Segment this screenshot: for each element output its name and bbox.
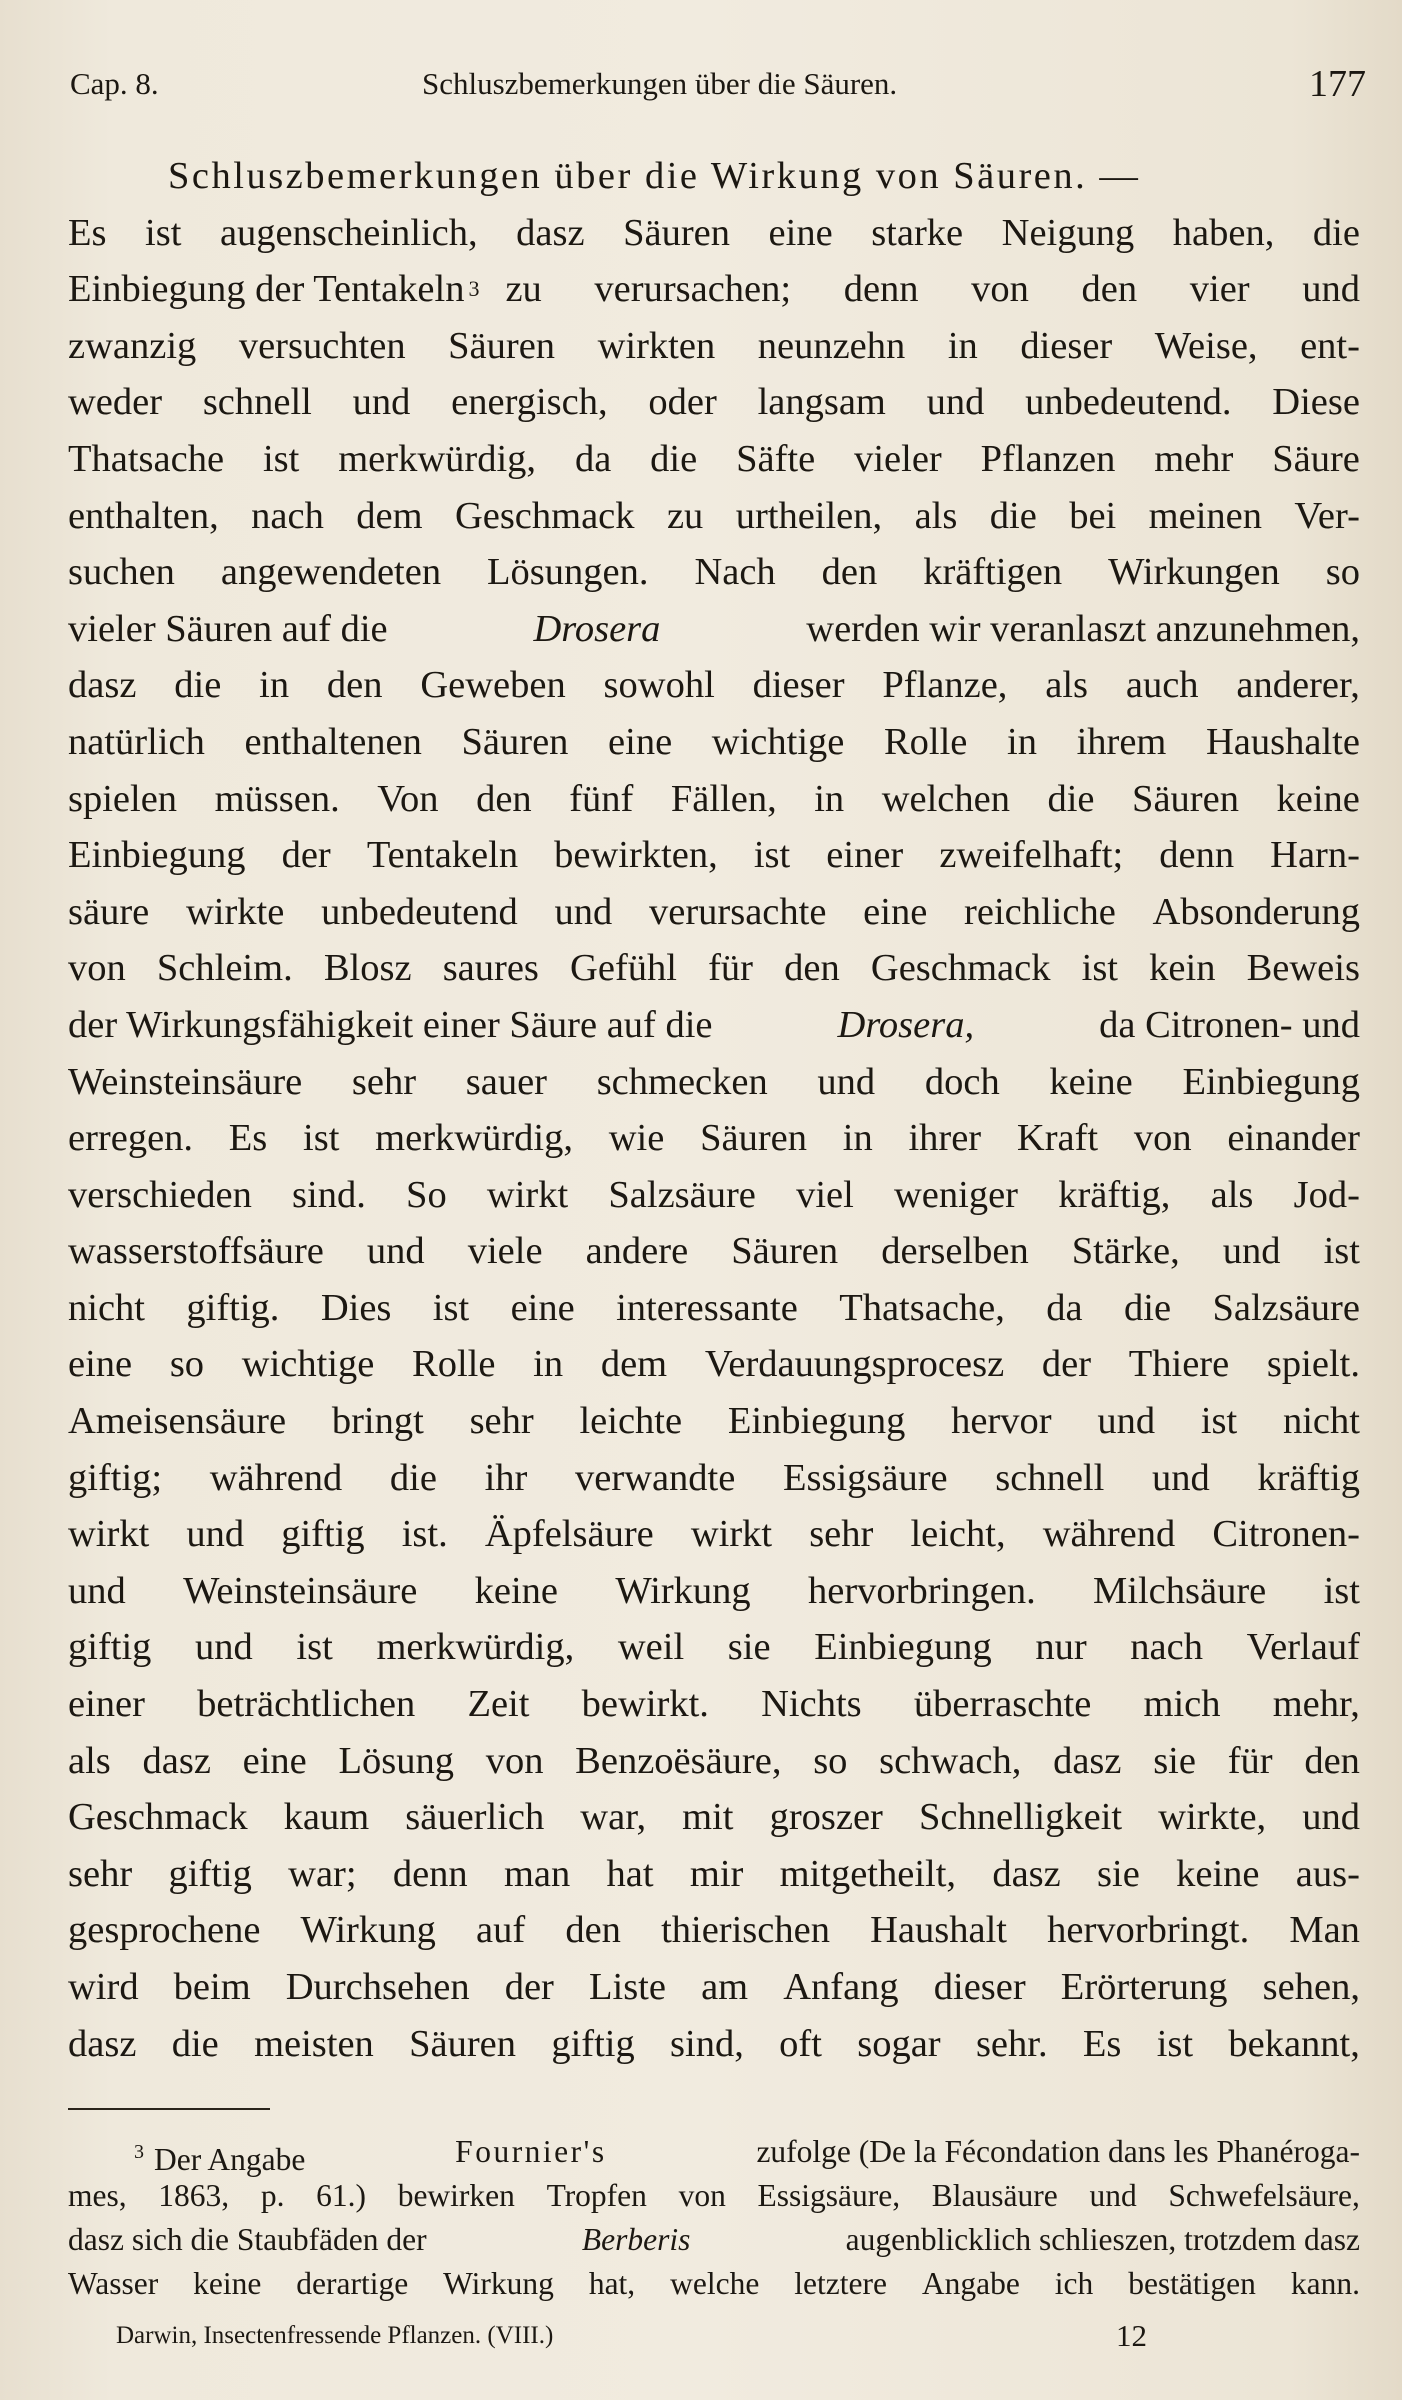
paragraph-heading-line (68, 148, 1360, 205)
text-line: wirkt und giftig ist. Äpfelsäure wirkt sehr leicht, während Citronen- (68, 1513, 1360, 1556)
signature-text: Darwin, Insectenfressende Pflanzen. (VIII.) (116, 2322, 554, 2349)
text-line: gesprochene Wirkung auf den thierischen Haushalt hervorbringt. Man (68, 1909, 1360, 1952)
footnote-line: mes, 1863, p. 61.) bewirken Tropfen von Essigsäure, Blausäure und Schwefelsäure, (68, 2178, 1360, 2213)
running-head (70, 62, 1366, 112)
text-line: säure wirkte unbedeutend und verursachte eine reichliche Absonderung (68, 890, 1360, 933)
text-line: spielen müssen. Von den fünf Fällen, in welchen die Säuren keine (68, 777, 1360, 820)
italic-term: Drosera, (837, 1003, 975, 1046)
text-line: eine so wichtige Rolle in dem Verdauungsprocesz der Thiere spielt. (68, 1343, 1360, 1386)
text-line (68, 601, 1360, 658)
footnote-divider (68, 2108, 270, 2110)
running-title: Schluszbemerkungen über die Säuren. (422, 66, 898, 101)
author-name: Fournier's (455, 2134, 607, 2169)
text-line: giftig und ist merkwürdig, weil sie Einbiegung nur nach Verlauf (68, 1626, 1360, 1669)
text-line: erregen. Es ist merkwürdig, wie Säuren in ihrer Kraft von einander (68, 1117, 1360, 1160)
text-line: von Schleim. Blosz saures Gefühl für den Geschmack ist kein Beweis (68, 947, 1360, 990)
text-line (68, 997, 1360, 1054)
text-line: Geschmack kaum säuerlich war, mit groszer Schnelligkeit wirkte, und (68, 1796, 1360, 1839)
text-fragment: der Wirkungsfähigkeit einer Säure auf die (68, 1003, 713, 1046)
text-line: als dasz eine Lösung von Benzoësäure, so schwach, dasz sie für den (68, 1739, 1360, 1782)
text-line: Einbiegung der Tentakeln bewirkten, ist einer zweifelhaft; denn Harn- (68, 834, 1360, 877)
page-number: 177 (1309, 63, 1366, 105)
text-fragment: zu verursachen; denn von den vier und (505, 268, 1360, 311)
text-line: und Weinsteinsäure keine Wirkung hervorbringen. Milchsäure ist (68, 1569, 1360, 1612)
text-fragment: Einbiegung der Tentakeln (68, 268, 465, 311)
text-line: Es ist augenscheinlich, dasz Säuren eine starke Neigung haben, die (68, 211, 1360, 254)
text-fragment: da Citronen- und (1099, 1003, 1360, 1046)
footnote-text: augenblicklich schlieszen, trotzdem dasz (845, 2222, 1360, 2257)
italic-term: Drosera (533, 607, 661, 650)
text-line: natürlich enthaltenen Säuren eine wichtige Rolle in ihrem Haushalte (68, 720, 1360, 763)
text-fragment: werden wir veranlaszt anzunehmen, (806, 607, 1360, 650)
text-line: Thatsache ist merkwürdig, da die Säfte vieler Pflanzen mehr Säure (68, 437, 1360, 480)
text-line: zwanzig versuchten Säuren wirkten neunzehn in dieser Weise, ent- (68, 324, 1360, 367)
footnote (68, 2130, 1360, 2306)
footnote-line (68, 2218, 1360, 2262)
footnote-line: Wasser keine derartige Wirkung hat, welche letztere Angabe ich bestätigen kann. (68, 2266, 1360, 2301)
text-fragment: vieler Säuren auf die (68, 607, 388, 650)
footnote-marker: 3 (134, 2141, 144, 2163)
text-line: enthalten, nach dem Geschmack zu urtheilen, als die bei meinen Ver- (68, 494, 1360, 537)
text-line: giftig; während die ihr verwandte Essigsäure schnell und kräftig (68, 1456, 1360, 1499)
text-line: dasz die meisten Säuren giftig sind, oft sogar sehr. Es ist bekannt, (68, 2022, 1360, 2065)
footnote-text: dasz sich die Staubfäden der (68, 2222, 427, 2257)
italic-term: Berberis (581, 2222, 691, 2257)
footnote-start (134, 2130, 306, 2177)
footnote-reference: 3 (468, 276, 480, 302)
text-line: einer beträchtlichen Zeit bewirkt. Nichts überraschte mich mehr, (68, 1683, 1360, 1726)
paragraph-heading: Schluszbemerkungen über die Wirkung von Säuren. — (168, 155, 1141, 197)
text-line: weder schnell und energisch, oder langsam und unbedeutend. Diese (68, 381, 1360, 424)
text-line: wasserstoffsäure und viele andere Säuren derselben Stärke, und ist (68, 1230, 1360, 1273)
text-line: Weinsteinsäure sehr sauer schmecken und doch keine Einbiegung (68, 1060, 1360, 1103)
text-line: Ameisensäure bringt sehr leichte Einbiegung hervor und ist nicht (68, 1400, 1360, 1443)
chapter-label: Cap. 8. (70, 66, 159, 101)
signature-number: 12 (1116, 2318, 1147, 2353)
text-line: sehr giftig war; denn man hat mir mitgetheilt, dasz sie keine aus- (68, 1852, 1360, 1895)
footnote-text: Der Angabe (154, 2142, 306, 2177)
main-paragraph (68, 148, 1360, 2072)
text-line: dasz die in den Geweben sowohl dieser Pflanze, als auch anderer, (68, 664, 1360, 707)
footnote-text: zufolge (De la Fécondation dans les Phanéroga- (756, 2134, 1360, 2169)
text-line: nicht giftig. Dies ist eine interessante Thatsache, da die Salzsäure (68, 1286, 1360, 1329)
text-fragment-wrap (505, 261, 1360, 318)
text-line (68, 261, 1360, 318)
footnote-line (68, 2130, 1360, 2177)
text-line: verschieden sind. So wirkt Salzsäure viel weniger kräftig, als Jod- (68, 1173, 1360, 1216)
text-line: suchen angewendeten Lösungen. Nach den kräftigen Wirkungen so (68, 551, 1360, 594)
text-line: wird beim Durchsehen der Liste am Anfang dieser Erörterung sehen, (68, 1966, 1360, 2008)
